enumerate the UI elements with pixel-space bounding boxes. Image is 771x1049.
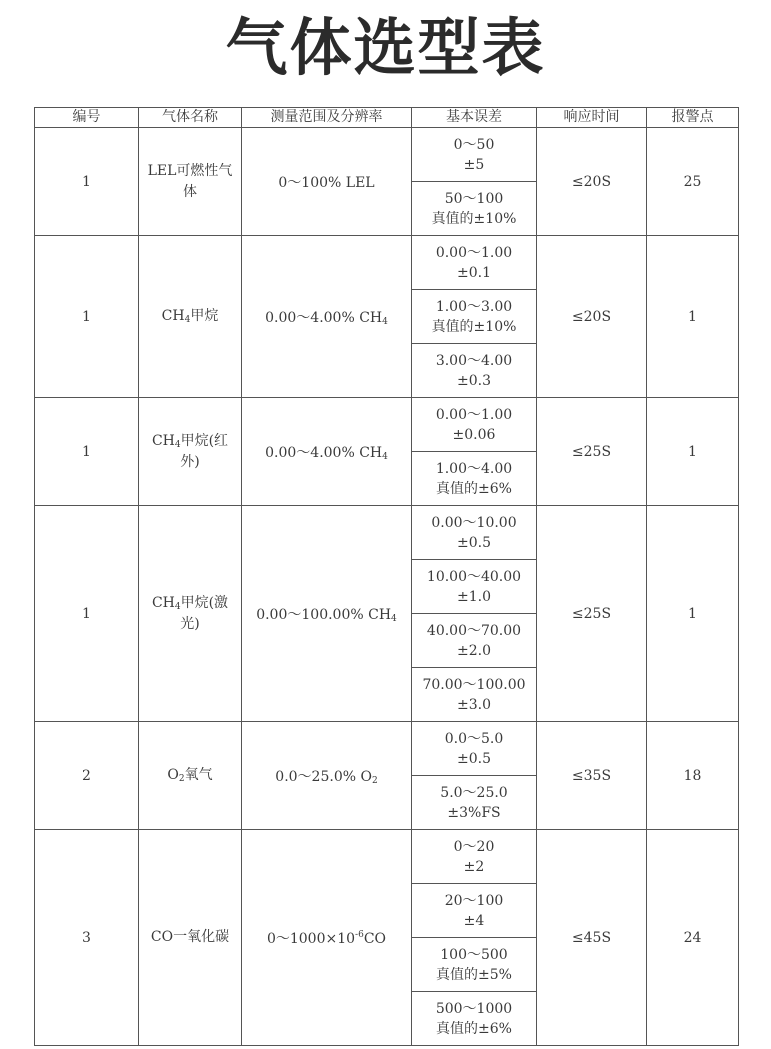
header-response-time: 响应时间 [537,108,647,128]
cell-gas-name: CO一氧化碳 [139,830,242,1046]
cell-range: $0\sim 1000\times 10^{-6}CO$ [242,830,412,1046]
cell-gas-name: $O_2$氧气 [139,722,242,830]
cell-error: 0～20 ±2 [412,830,537,884]
cell-range: 0～100% LEL [242,128,412,236]
cell-alarm-point: 18 [647,722,739,830]
header-alarm-point: 报警点 [647,108,739,128]
cell-error: 0.00～10.00 ±0.5 [412,506,537,560]
cell-error: 50～100 真值的±10% [412,182,537,236]
cell-error: 40.00～70.00 ±2.0 [412,614,537,668]
cell-alarm-point: 1 [647,506,739,722]
cell-number: 1 [35,128,139,236]
header-row [35,108,739,128]
header-number: 编号 [35,108,139,128]
cell-error: 0.00～1.00 ±0.06 [412,398,537,452]
cell-gas-name: $CH_4$甲烷(激 光) [139,506,242,722]
cell-range: 0.0～25.0% $O_2$ [242,722,412,830]
cell-alarm-point: 24 [647,830,739,1046]
cell-error: 100～500 真值的±5% [412,938,537,992]
cell-response-time: ≤20S [537,236,647,398]
cell-gas-name: $CH_4$甲烷(红 外) [139,398,242,506]
header-range-resolution: 测量范围及分辨率 [242,108,412,128]
cell-response-time: ≤25S [537,506,647,722]
cell-number: 1 [35,506,139,722]
cell-response-time: ≤20S [537,128,647,236]
cell-response-time: ≤35S [537,722,647,830]
table-row [35,722,739,776]
cell-alarm-point: 25 [647,128,739,236]
cell-range: 0.00～4.00% $CH_4$ [242,236,412,398]
cell-error: 500～1000 真值的±6% [412,992,537,1046]
page-title: 气体选型表 [225,11,546,84]
cell-error: 3.00～4.00 ±0.3 [412,344,537,398]
cell-gas-name: $CH_4$甲烷 [139,236,242,398]
cell-range: 0.00～100.00% $CH_4$ [242,506,412,722]
cell-error: 5.0～25.0 ±3%FS [412,776,537,830]
cell-error: 1.00～4.00 真值的±6% [412,452,537,506]
table-row [35,236,739,290]
cell-alarm-point: 1 [647,236,739,398]
cell-error: 10.00～40.00 ±1.0 [412,560,537,614]
cell-gas-name: LEL可燃性气 体 [139,128,242,236]
cell-response-time: ≤25S [537,398,647,506]
gas-selection-table [34,107,739,1046]
table-row [35,506,739,560]
cell-error: 70.00～100.00 ±3.0 [412,668,537,722]
table-row [35,128,739,182]
cell-alarm-point: 1 [647,398,739,506]
cell-error: 0.0～5.0 ±0.5 [412,722,537,776]
cell-number: 1 [35,398,139,506]
cell-error: 20～100 ±4 [412,884,537,938]
table-row [35,830,739,884]
header-gas-name: 气体名称 [139,108,242,128]
cell-range: 0.00～4.00% $CH_4$ [242,398,412,506]
cell-number: 1 [35,236,139,398]
table-row [35,398,739,452]
cell-error: 1.00～3.00 真值的±10% [412,290,537,344]
cell-error: 0～50 ±5 [412,128,537,182]
cell-number: 3 [35,830,139,1046]
cell-number: 2 [35,722,139,830]
cell-response-time: ≤45S [537,830,647,1046]
cell-error: 0.00～1.00 ±0.1 [412,236,537,290]
header-basic-error: 基本误差 [412,108,537,128]
